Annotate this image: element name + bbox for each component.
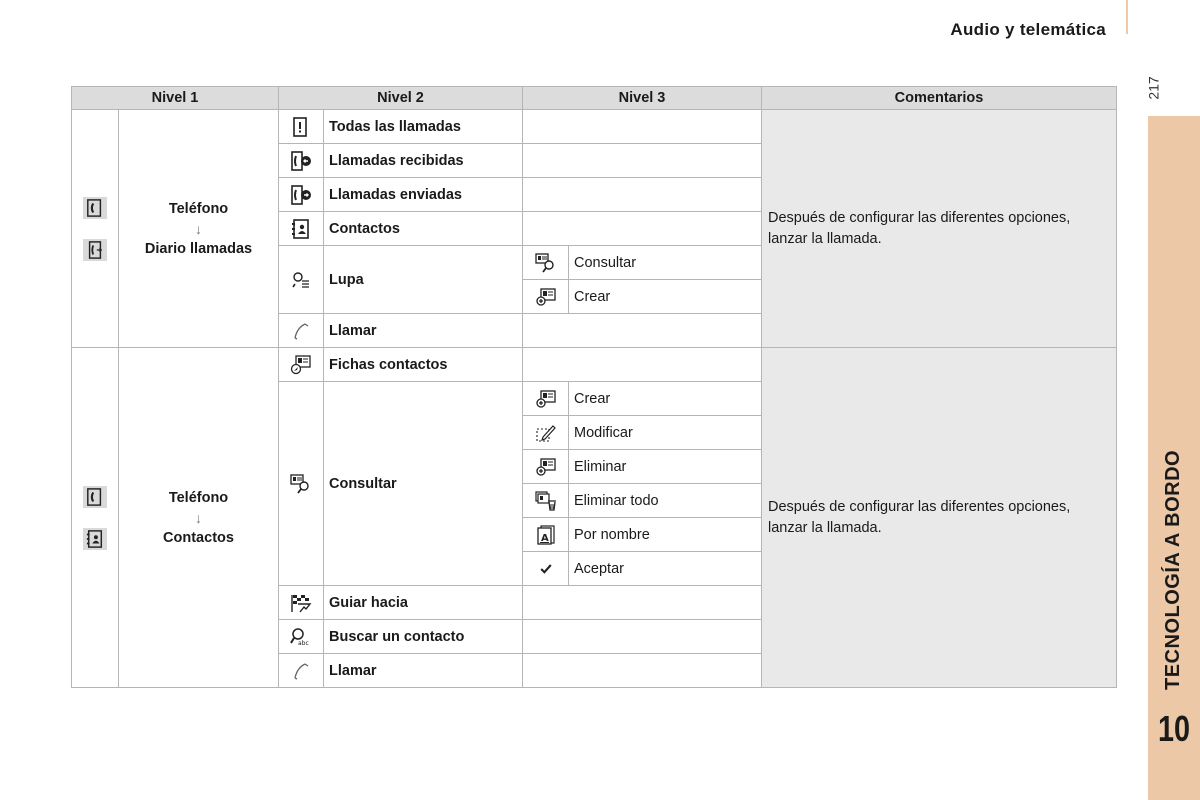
header-nivel-2: Nivel 2 [279,87,523,110]
empty-cell [523,348,762,382]
level1-label: Teléfono ↓ Contactos [119,348,279,688]
phone-icon [83,486,107,508]
table-header-row [72,87,1117,110]
menu-item-lupa[interactable]: Lupa [324,246,523,314]
empty-cell [523,178,762,212]
empty-cell [523,620,762,654]
page-number: 217 [1145,76,1162,100]
menu-item-contactos[interactable]: Contactos [324,212,523,246]
consult-icon [523,246,569,280]
chapter-number: 10 [1157,708,1191,749]
empty-cell [523,144,762,178]
level1-label: Teléfono ↓ Diario llamadas [119,110,279,348]
empty-cell [523,586,762,620]
sort-by-name-icon [523,518,569,552]
empty-cell [523,654,762,688]
submenu-item-crear[interactable]: Crear [569,382,762,416]
edit-icon [523,416,569,450]
phone-icon [83,197,107,219]
call-log-icon [83,239,107,261]
submenu-item-consultar[interactable]: Consultar [569,246,762,280]
contacts-book-icon [83,528,107,550]
menu-item-todas-las-llamadas[interactable]: Todas las llamadas [324,110,523,144]
exclamation-phone-icon [279,110,324,144]
chapter-tab-label: TECNOLOGÍA A BORDO [1162,449,1184,690]
search-contact-icon [279,620,324,654]
delete-icon [523,450,569,484]
handset-icon [279,314,324,348]
table-row [72,348,1117,382]
contacts-book-icon [279,212,324,246]
menu-item-buscar-un-contacto[interactable]: Buscar un contacto [324,620,523,654]
level1-icons [72,348,119,688]
menu-item-llamar[interactable]: Llamar [324,314,523,348]
level1-icons [72,110,119,348]
menu-item-llamar[interactable]: Llamar [324,654,523,688]
section-title: Audio y telemática [950,20,1106,39]
arrow-down-icon: ↓ [195,509,202,526]
consult-icon [279,382,324,586]
submenu-item-crear[interactable]: Crear [569,280,762,314]
search-list-icon [279,246,324,314]
menu-table [71,86,1117,688]
submenu-item-modificar[interactable]: Modificar [569,416,762,450]
submenu-item-por-nombre[interactable]: Por nombre [569,518,762,552]
outgoing-call-icon [279,178,324,212]
delete-all-icon [523,484,569,518]
table-row [72,110,1117,144]
header-divider [1126,0,1128,34]
handset-icon [279,654,324,688]
create-icon [523,382,569,416]
navigate-to-icon [279,586,324,620]
create-icon [523,280,569,314]
header-nivel-1: Nivel 1 [72,87,279,110]
empty-cell [523,110,762,144]
incoming-call-icon [279,144,324,178]
menu-item-fichas-contactos[interactable]: Fichas contactos [324,348,523,382]
submenu-item-eliminar-todo[interactable]: Eliminar todo [569,484,762,518]
header-comentarios: Comentarios [762,87,1117,110]
submenu-item-eliminar[interactable]: Eliminar [569,450,762,484]
checkmark-icon [523,552,569,586]
submenu-item-aceptar[interactable]: Aceptar [569,552,762,586]
comment-cell: Después de configurar las diferentes opciones, lanzar la llamada. [762,348,1117,688]
menu-item-llamadas-enviadas[interactable]: Llamadas enviadas [324,178,523,212]
menu-item-guiar-hacia[interactable]: Guiar hacia [324,586,523,620]
arrow-down-icon: ↓ [195,220,202,237]
menu-item-llamadas-recibidas[interactable]: Llamadas recibidas [324,144,523,178]
header-nivel-3: Nivel 3 [523,87,762,110]
contact-card-icon [279,348,324,382]
comment-cell: Después de configurar las diferentes opciones, lanzar la llamada. [762,110,1117,348]
menu-item-consultar[interactable]: Consultar [324,382,523,586]
empty-cell [523,212,762,246]
empty-cell [523,314,762,348]
